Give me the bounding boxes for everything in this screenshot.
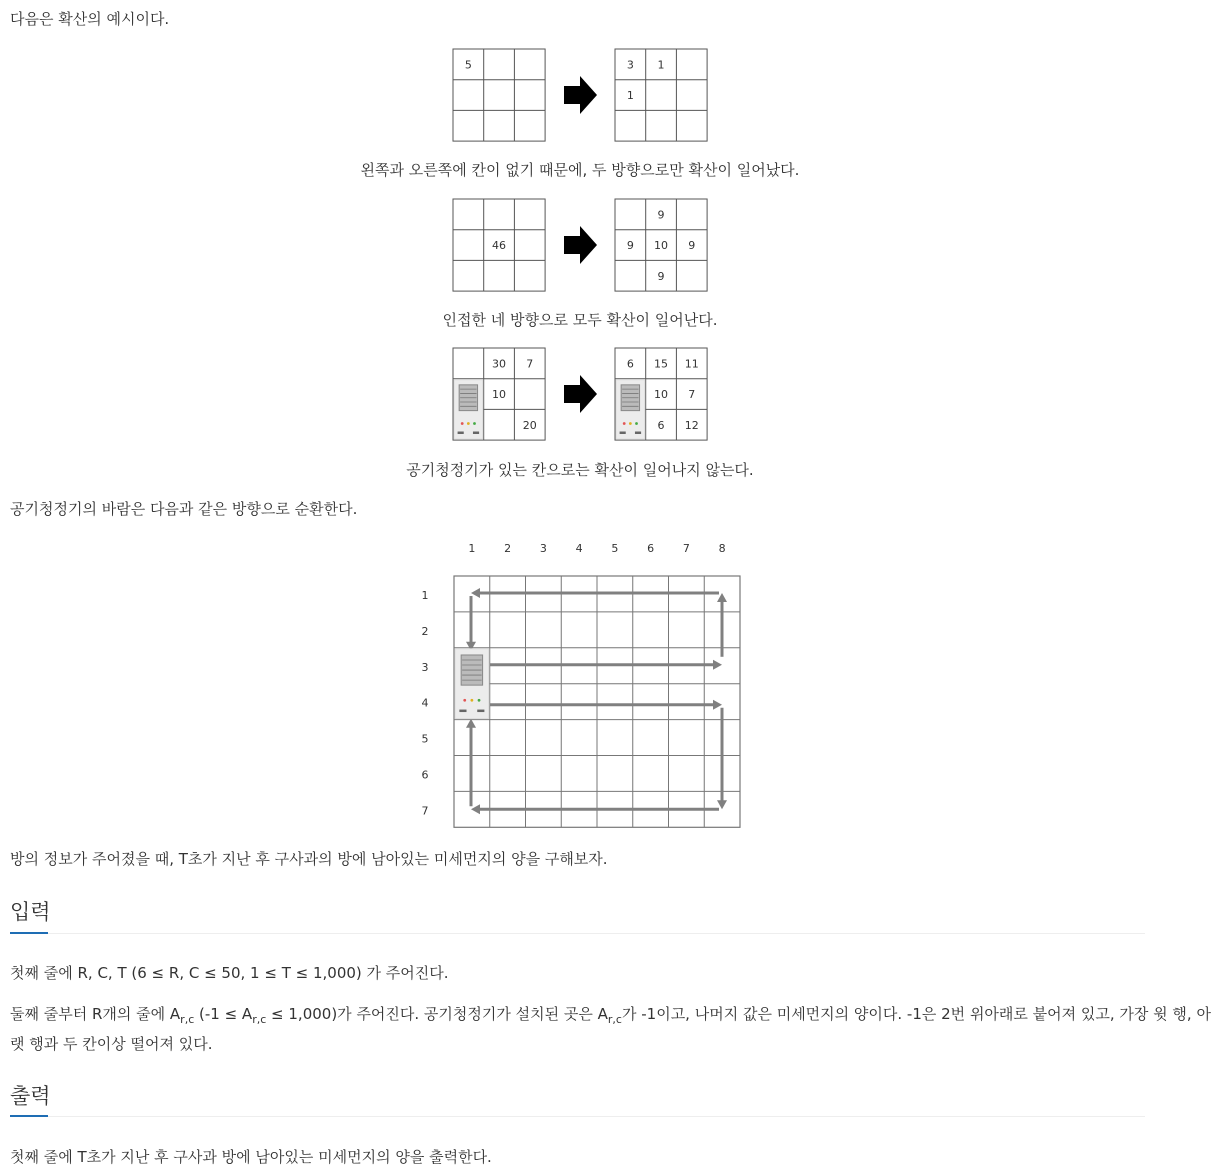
question-text: 방의 정보가 주어졌을 때, T초가 지난 후 구사과의 방에 남아있는 미세먼지의 양을 구해보자. bbox=[10, 850, 608, 868]
row-label: 3 bbox=[421, 660, 429, 674]
after-cell-value: 9 bbox=[657, 269, 665, 283]
column-label: 4 bbox=[575, 542, 583, 555]
output-heading: 출력 bbox=[10, 1084, 51, 1108]
column-label: 2 bbox=[504, 542, 512, 555]
after-cell-value: 6 bbox=[626, 357, 634, 371]
after-cell-value: 3 bbox=[626, 58, 634, 72]
row-label: 1 bbox=[421, 588, 429, 602]
example-2-caption: 인접한 네 방향으로 모두 확산이 일어난다. bbox=[442, 311, 718, 329]
air-purifier-icon bbox=[454, 380, 483, 439]
before-cell-value: 46 bbox=[492, 239, 507, 253]
example-1-caption: 왼쪽과 오른쪽에 칸이 없기 때문에, 두 방향으로만 확산이 일어났다. bbox=[360, 161, 800, 179]
before-cell-value: 5 bbox=[464, 58, 472, 72]
after-cell-value: 1 bbox=[626, 89, 634, 103]
air-purifier-icon bbox=[616, 380, 645, 439]
column-label: 8 bbox=[718, 542, 726, 555]
row-label: 7 bbox=[421, 804, 429, 818]
air-circulation-diagram bbox=[410, 535, 750, 835]
before-cell-value: 30 bbox=[492, 357, 507, 371]
wind-text: 공기청정기의 바람은 다음과 같은 방향으로 순환한다. bbox=[10, 500, 358, 518]
after-cell-value: 7 bbox=[688, 388, 696, 402]
column-label: 5 bbox=[611, 542, 619, 555]
after-cell-value: 9 bbox=[657, 208, 665, 222]
right-arrow-icon bbox=[564, 226, 597, 264]
input-line-3: 랫 행과 두 칸이상 떨어져 있다. bbox=[10, 1035, 213, 1053]
before-cell-value: 7 bbox=[526, 357, 534, 371]
input-divider bbox=[10, 933, 1145, 934]
circulation-grid bbox=[454, 576, 740, 827]
example-3-caption: 공기청정기가 있는 칸으로는 확산이 일어나지 않는다. bbox=[406, 461, 754, 479]
after-cell-value: 11 bbox=[684, 357, 699, 371]
diffusion-example-2 bbox=[452, 198, 712, 293]
input-line-2: 둘째 줄부터 R개의 줄에 $A_{r,c}$ $(-1 \le A_{r,c} \le 1,000)$가 주어진다. 공기청정기가 설치된 곳은 $A_{r,c}$가 -1이고, 나머지 값은 미세먼지의 양이다. -1은 2번 위아래로 붙어져 있고, 가장 윗 행, 아 bbox=[10, 1005, 1211, 1026]
right-arrow-icon bbox=[564, 375, 597, 413]
column-label: 1 bbox=[468, 542, 476, 555]
input-line-1: 첫째 줄에 R, C, T (6 ≤ R, C ≤ 50, 1 ≤ T ≤ 1,000) 가 주어진다. bbox=[10, 964, 449, 982]
before-cell-value: 10 bbox=[492, 388, 507, 402]
output-divider bbox=[10, 1116, 1145, 1117]
column-label: 7 bbox=[682, 542, 690, 555]
column-label: 6 bbox=[647, 542, 655, 555]
before-cell-value: 20 bbox=[522, 418, 537, 432]
after-cell-value: 9 bbox=[688, 239, 696, 253]
diffusion-example-1 bbox=[452, 48, 712, 143]
after-cell-value: 10 bbox=[654, 239, 669, 253]
after-cell-value: 10 bbox=[654, 388, 669, 402]
input-heading: 입력 bbox=[10, 900, 51, 924]
intro-text: 다음은 확산의 예시이다. bbox=[10, 10, 170, 28]
row-label: 4 bbox=[421, 696, 429, 710]
after-cell-value: 12 bbox=[684, 418, 699, 432]
row-label: 2 bbox=[421, 624, 429, 638]
row-label: 5 bbox=[421, 732, 429, 746]
after-cell-value: 9 bbox=[626, 239, 634, 253]
after-cell-value: 1 bbox=[657, 58, 665, 72]
output-heading-underline bbox=[10, 1115, 48, 1117]
after-cell-value: 6 bbox=[657, 418, 665, 432]
diffusion-example-3 bbox=[452, 347, 712, 442]
input-heading-underline bbox=[10, 932, 48, 934]
air-purifier-icon bbox=[455, 649, 489, 719]
right-arrow-icon bbox=[564, 76, 597, 114]
row-label: 6 bbox=[421, 768, 429, 782]
after-cell-value: 15 bbox=[654, 357, 669, 371]
column-label: 3 bbox=[539, 542, 547, 555]
output-line-1: 첫째 줄에 T초가 지난 후 구사과 방에 남아있는 미세먼지의 양을 출력한다. bbox=[10, 1148, 492, 1166]
